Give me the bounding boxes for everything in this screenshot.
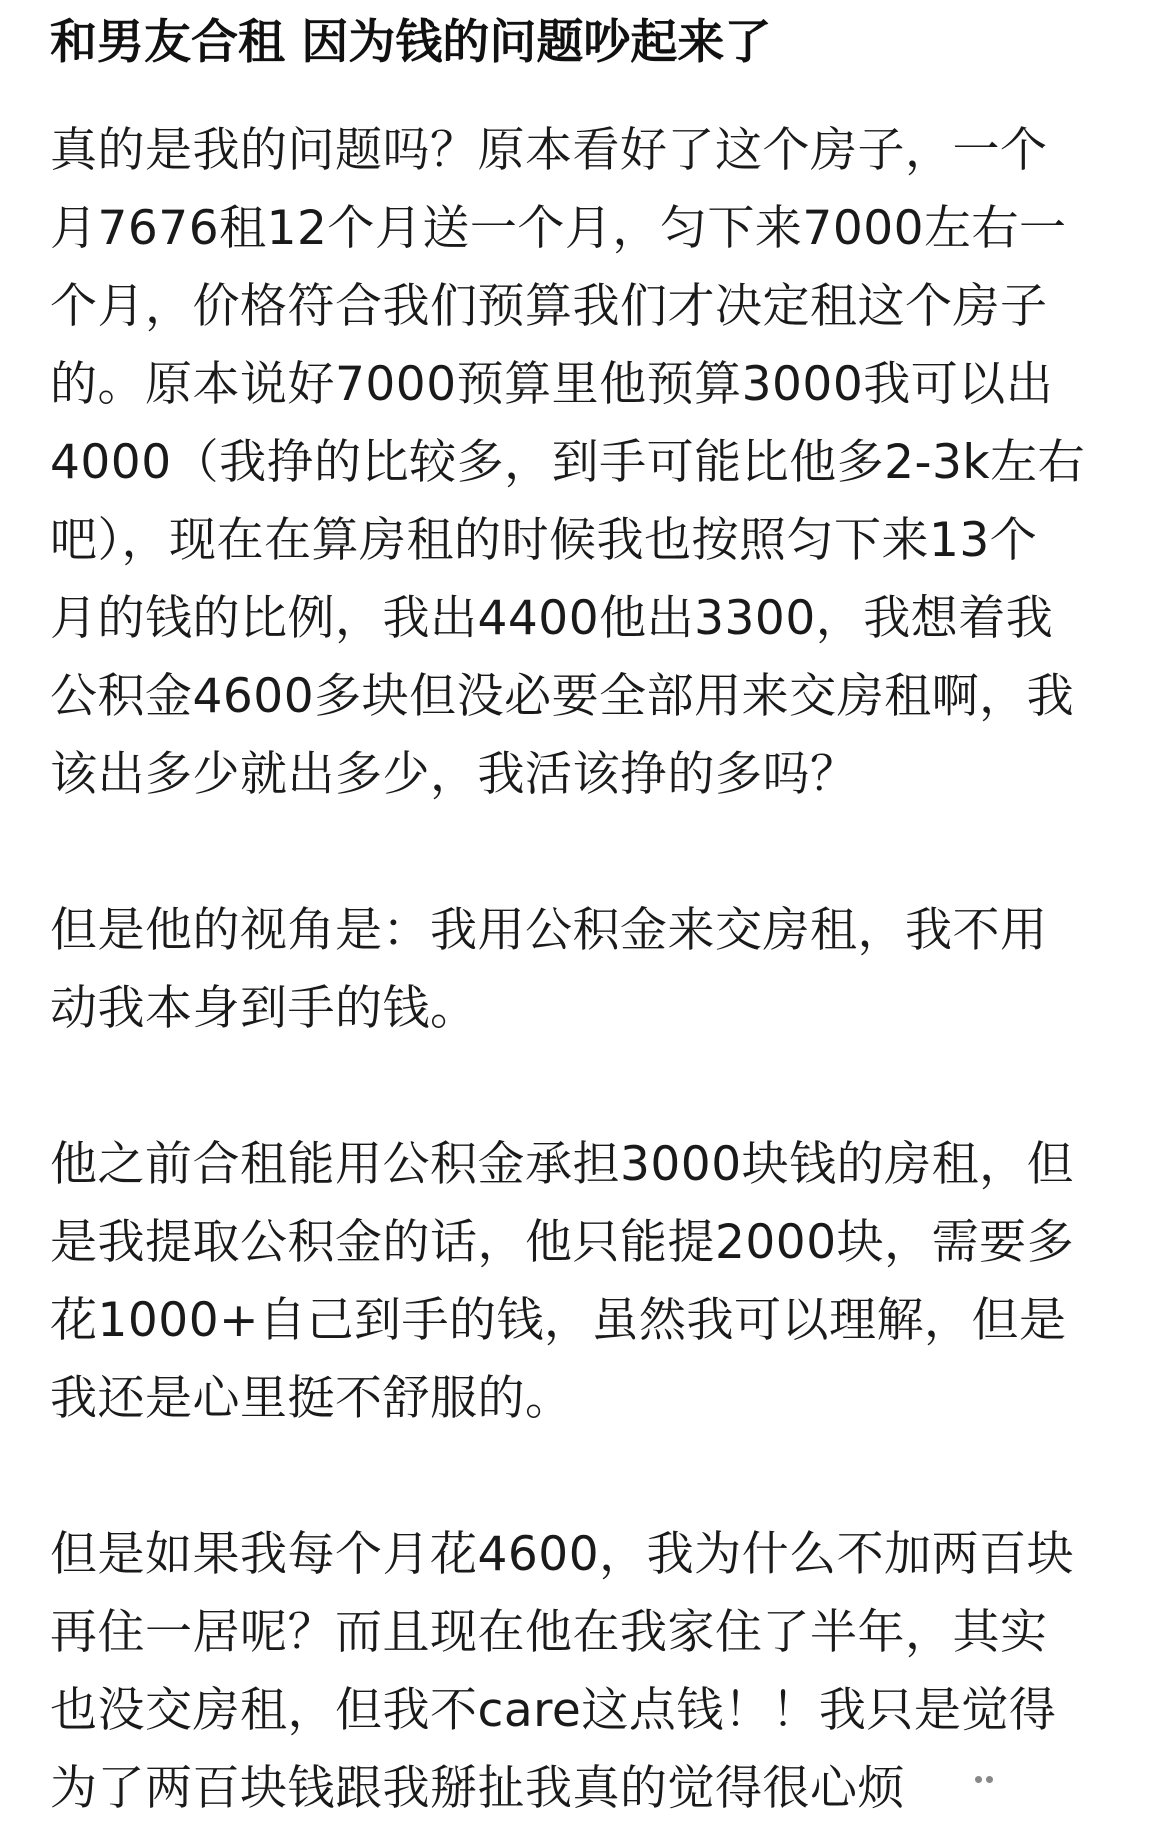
post bbox=[50, 0, 1130, 1828]
text-line: 是我提取公积金的话，他只能提2000块，需要多 bbox=[50, 1215, 1075, 1270]
text-line: 他之前合租能用公积金承担3000块钱的房租，但 bbox=[50, 1137, 1075, 1192]
text-line: 吧），现在在算房租的时候我也按照匀下来13个 bbox=[50, 513, 1038, 568]
paragraph-2 bbox=[50, 892, 1130, 1048]
paragraph-4 bbox=[50, 1516, 1130, 1828]
paragraph-gap bbox=[50, 1048, 1130, 1126]
text-line: 也没交房租，但我不care这点钱！！我只是觉得 bbox=[50, 1683, 1057, 1738]
text-line: 我还是心里挺不舒服的。 bbox=[50, 1371, 573, 1426]
text-line: 花1000+自己到手的钱，虽然我可以理解，但是 bbox=[50, 1293, 1067, 1348]
text-line: 月的钱的比例，我出4400他出3300，我想着我 bbox=[50, 591, 1054, 646]
text-line: 但是他的视角是：我用公积金来交房租，我不用 bbox=[50, 903, 1048, 958]
text-line: 月7676租12个月送一个月，匀下来7000左右一 bbox=[50, 201, 1067, 256]
text-line: 动我本身到手的钱。 bbox=[50, 981, 478, 1036]
text-line-content: 为了两百块钱跟我掰扯我真的觉得很心烦 bbox=[50, 1761, 905, 1816]
more-ellipsis-icon[interactable] bbox=[975, 1776, 993, 1783]
post-body bbox=[50, 112, 1130, 1828]
text-line: 该出多少就出多少，我活该挣的多吗？ bbox=[50, 747, 858, 802]
text-line: 个月，价格符合我们预算我们才决定租这个房子 bbox=[50, 279, 1048, 334]
paragraph-gap bbox=[50, 814, 1130, 892]
text-line: 4000（我挣的比较多，到手可能比他多2-3k左右 bbox=[50, 435, 1086, 490]
post-title: 和男友合租 因为钱的问题吵起来了 bbox=[50, 15, 772, 70]
text-line: 但是如果我每个月花4600，我为什么不加两百块 bbox=[50, 1527, 1075, 1582]
text-line: 再住一居呢？而且现在他在我家住了半年，其实 bbox=[50, 1605, 1048, 1660]
paragraph-3 bbox=[50, 1126, 1130, 1438]
paragraph-gap bbox=[50, 1438, 1130, 1516]
text-line: 真的是我的问题吗？原本看好了这个房子，一个 bbox=[50, 123, 1048, 178]
text-line: 的。原本说好7000预算里他预算3000我可以出 bbox=[50, 357, 1054, 412]
text-line: 公积金4600多块但没必要全部用来交房租啊，我 bbox=[50, 669, 1075, 724]
paragraph-1 bbox=[50, 112, 1130, 814]
text-line-truncated bbox=[50, 1750, 1130, 1828]
